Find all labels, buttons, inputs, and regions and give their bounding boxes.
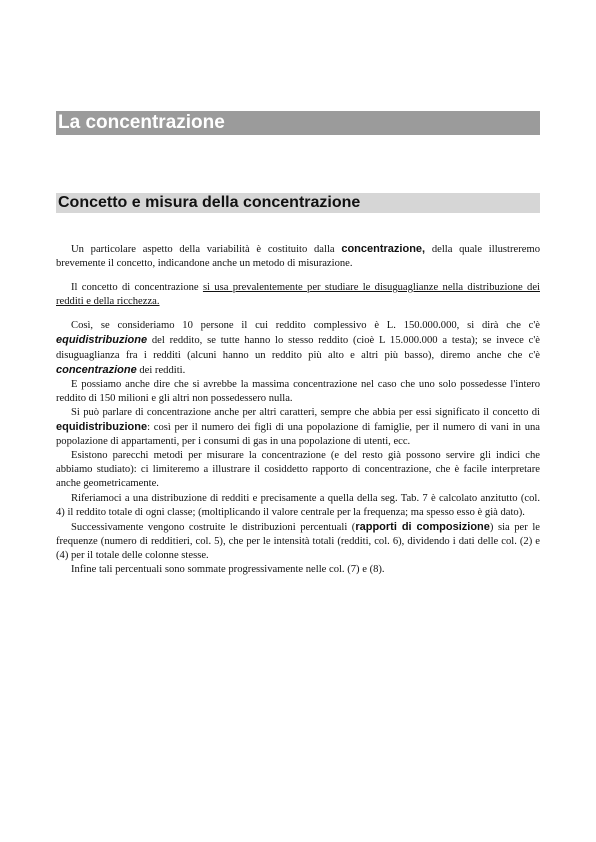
text-run: : così per il numero dei figli di una popolazione di famiglie, per il numero di vani in una popolazione di appartamenti, per i consumi di gas in una popolazione di utenti, ecc. [56, 422, 540, 448]
text-run: della quale illustreremo brevemente il concetto, indicandone anche un metodo di misurazione. [56, 244, 540, 270]
paragraph-intro [56, 242, 540, 271]
paragraph-max-concentration: E possiamo anche dire che si avrebbe la massima concentrazione nel caso che uno solo possedesse l'intero reddito di 150 milioni e gli altri non possedessero nulla. [56, 378, 540, 404]
term-concentrazione-italic: concentrazione [56, 363, 137, 376]
term-rapporti-di-composizione: rapporti di composizione [355, 520, 490, 533]
paragraph-methods: Esistono parecchi metodi per misurare la concentrazione (e del resto già possono servire gli indici che abbiamo studiato): ci limiteremo a illustrare il cosiddetto rapporto di concentrazione, che è facile interpretare anche geometricamente. [56, 450, 540, 490]
text-run: Così, se consideriamo 10 persone il cui reddito complessivo è L. 150.000.000, si dirà che c'è [71, 320, 540, 332]
body-text [56, 242, 540, 577]
text-run: ) sia per le frequenze (numero di redditieri, col. 5), che per le intensità totali (redditi, col. 6), dividendo i dati delle col. (2) e (4) per il totale delle colonne stesse. [56, 521, 540, 561]
paragraph-table-reference: Riferiamoci a una distribuzione di redditi e precisamente a quella della seg. Tab. 7 è calcolato anzitutto (col. 4) il reddito totale di ogni classe; (moltiplicando il valore centrale per la frequenza; ma spesso esso è già dato). [56, 492, 540, 518]
text-run: del reddito, se tutte hanno lo stesso reddito (cioè L 15.000.000 a testa); se invece c'è disuguaglianza fra i redditi (alcuni hanno un reddito più alto e altri più basso), diremo anche che c'è [56, 335, 540, 361]
term-equidistribuzione: equidistribuzione [56, 334, 148, 347]
paragraph-example [56, 319, 540, 377]
term-equidistribuzione-bold: equidistribuzione [56, 421, 148, 434]
text-run: Si può parlare di concentrazione anche per altri caratteri, sempre che abbia per essi significato il concetto di [71, 406, 540, 418]
text-run: dei redditi. [136, 364, 186, 376]
text-run: Successivamente vengono costruite le distribuzioni percentuali ( [71, 521, 356, 533]
text-run: Un particolare aspetto della variabilità è costituito dalla [71, 244, 342, 255]
section-heading: Concetto e misura della concentrazione [56, 193, 540, 213]
underlined-text: si usa prevalentemente per studiare le disuguaglianze nella distribuzione dei redditi e della ricchezza. [56, 282, 540, 308]
paragraph-percentages [56, 520, 540, 563]
text-run: Il concetto di concentrazione [71, 282, 203, 294]
paragraph-concept [56, 281, 540, 309]
chapter-heading: La concentrazione [56, 111, 540, 135]
paragraph-other-characters [56, 406, 540, 449]
term-concentrazione: concentrazione, [341, 243, 426, 255]
paragraph-cumulative: Infine tali percentuali sono sommate progressivamente nelle col. (7) e (8). [71, 563, 385, 575]
